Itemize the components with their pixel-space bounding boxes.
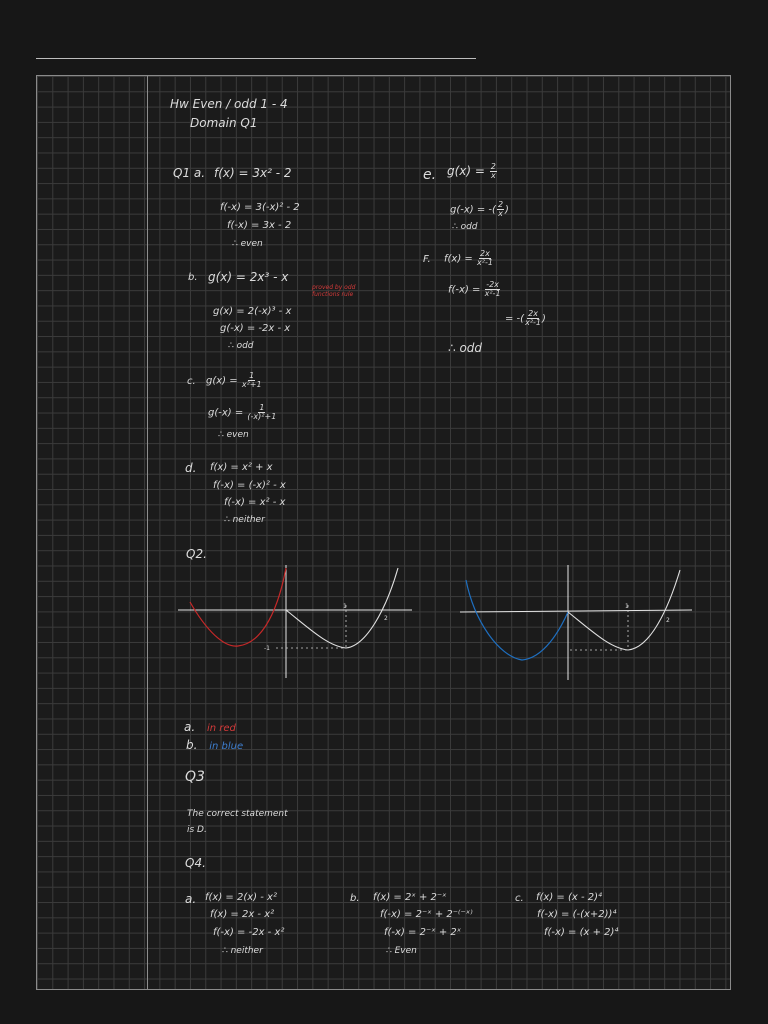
q1e-label: e. <box>423 167 437 183</box>
q1f-line1: f(x) = $\frac{2x}{\text{x²-1}}$ <box>444 249 493 267</box>
q1a-line1: f(x) = 3x² - 2 <box>214 166 292 180</box>
q1f-conclusion: ∴ odd <box>448 341 483 355</box>
q1f-line2: f(-x) = $\frac{-2x}{\text{x²-1}}$ <box>448 280 501 298</box>
q1b-line2: g(x) = 2(-x)³ - x <box>213 306 292 317</box>
q1b-line1: g(x) = 2x³ - x <box>208 270 289 284</box>
q2-graph-blue <box>458 560 698 685</box>
tick-1: 1 <box>343 603 347 610</box>
q1e-conclusion: ∴ odd <box>452 222 478 232</box>
q2-graph-red <box>176 560 416 685</box>
q4a-line3: f(-x) = -2x - x² <box>213 927 285 938</box>
q1c-line2: g(-x) = $\frac{1}{\text{(-x)²+1}}$ <box>208 403 277 421</box>
tick-2: 2 <box>666 617 670 624</box>
homework-subtitle: Domain Q1 <box>190 116 258 130</box>
q4a-conclusion: ∴ neither <box>222 946 263 956</box>
q1d-conclusion: ∴ neither <box>224 515 265 525</box>
q1b-conclusion: ∴ odd <box>228 341 254 351</box>
q4a-label: a. <box>185 892 197 906</box>
q3-line2: is D. <box>187 825 207 835</box>
q4c-line1: f(x) = (x - 2)⁴ <box>536 892 603 903</box>
tick-1: 1 <box>625 603 629 610</box>
q1d-line3: f(-x) = x² - x <box>224 497 286 508</box>
q4b-label: b. <box>350 893 360 904</box>
blue-curve <box>466 580 568 660</box>
q2-label: Q2. <box>186 547 207 561</box>
q1a-label: Q1 a. <box>173 166 206 180</box>
q2-answer-b: b. in blue <box>186 738 244 752</box>
red-curve <box>190 568 286 646</box>
q4b-line3: f(-x) = 2⁻ˣ + 2ˣ <box>384 927 462 938</box>
q4b-conclusion: ∴ Even <box>386 946 417 956</box>
q1d-line2: f(-x) = (-x)² - x <box>213 480 286 491</box>
homework-title: Hw Even / odd 1 - 4 <box>170 97 288 111</box>
q4b-line1: f(x) = 2ˣ + 2⁻ˣ <box>373 892 447 903</box>
white-curve <box>286 568 398 648</box>
q1a-line2: f(-x) = 3(-x)² - 2 <box>220 202 300 213</box>
q3-line1: The correct statement <box>187 809 288 819</box>
q1b-red-note: proved by odd functions rule <box>312 284 356 298</box>
q4c-line2: f(-x) = (-(x+2))⁴ <box>537 909 617 920</box>
q1a-line3: f(-x) = 3x - 2 <box>227 220 292 231</box>
q1a-conclusion: ∴ even <box>232 239 263 249</box>
margin-line <box>147 76 148 989</box>
notebook-page <box>36 75 731 990</box>
q4c-label: c. <box>515 893 524 904</box>
q4c-line3: f(-x) = (x + 2)⁴ <box>544 927 619 938</box>
q1e-line1: g(x) = $\frac{2}{x}$ <box>447 162 496 180</box>
top-rule <box>36 58 476 59</box>
q4-label: Q4. <box>185 856 206 870</box>
q1c-conclusion: ∴ even <box>218 430 249 440</box>
q3-label: Q3 <box>185 769 205 785</box>
q1c-line1: g(x) = $\frac{1}{\text{x²+1}}$ <box>206 371 262 389</box>
q1b-line3: g(-x) = -2x - x <box>220 323 291 334</box>
x-axis <box>460 610 692 612</box>
tick-2: 2 <box>384 615 388 622</box>
q4a-line2: f(x) = 2x - x² <box>210 909 275 920</box>
q1f-label: F. <box>423 254 431 265</box>
q1e-line2: g(-x) = -( $\frac{2}{x}$ ) <box>450 200 509 218</box>
q1d-label: d. <box>185 461 197 475</box>
q1b-label: b. <box>188 272 198 283</box>
tick-neg1: -1 <box>264 645 270 652</box>
q4b-line2: f(-x) = 2⁻ˣ + 2⁻⁽⁻ˣ⁾ <box>380 909 473 920</box>
q1d-line1: f(x) = x² + x <box>210 462 273 473</box>
q2-answer-a: a. in red <box>184 720 236 734</box>
q4a-line1: f(x) = 2(x) - x² <box>205 892 277 903</box>
q1f-line3: = -( $\frac{2x}{\text{x²-1}}$ ) <box>505 309 546 327</box>
q1c-label: c. <box>187 376 196 387</box>
